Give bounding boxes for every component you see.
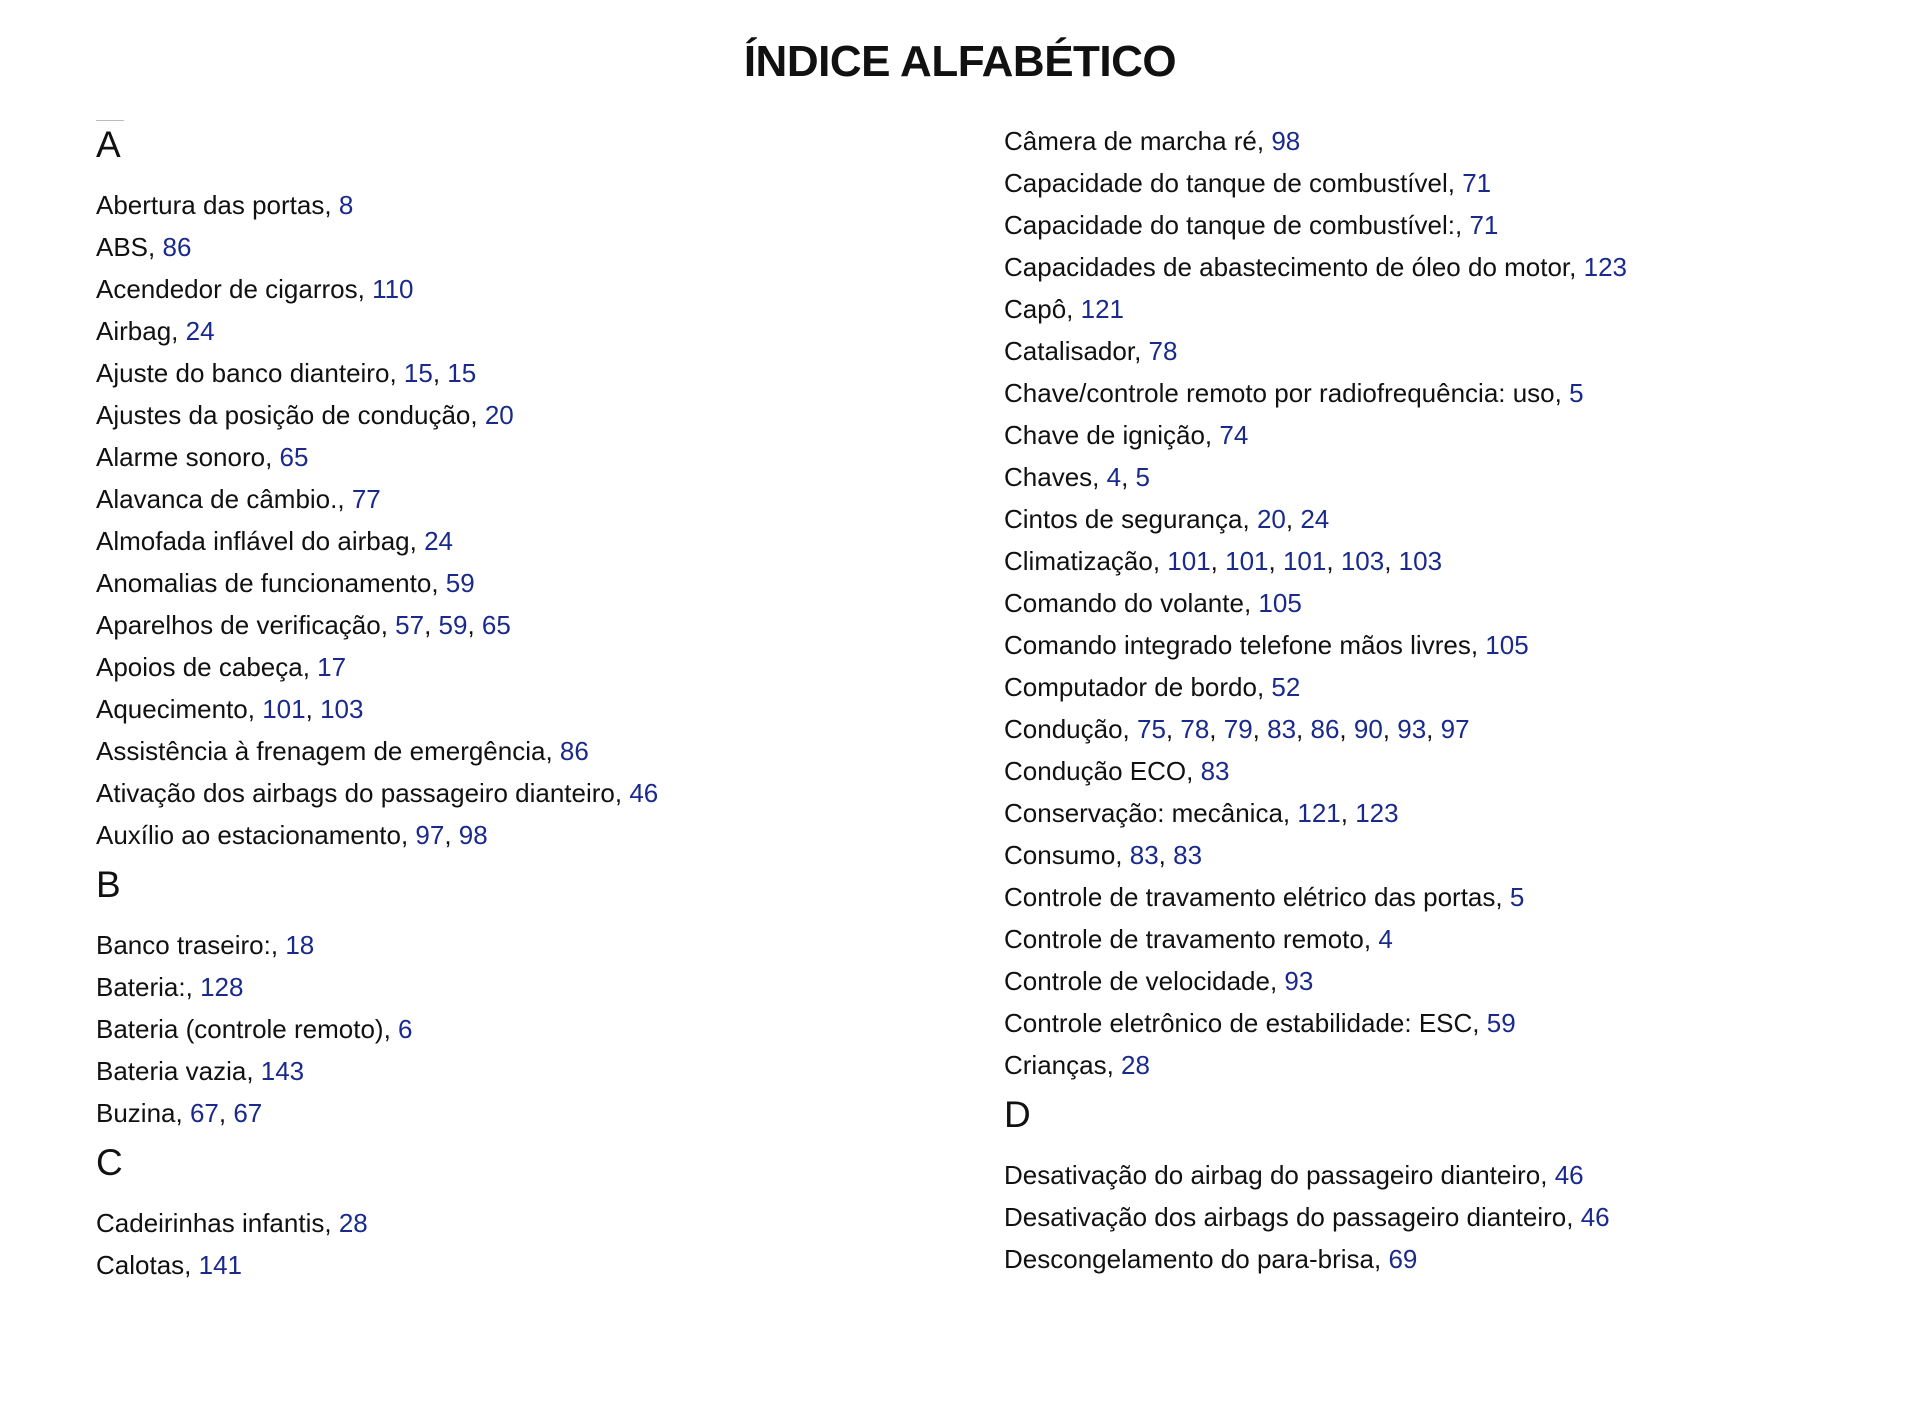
page-link[interactable]: 15: [403, 358, 433, 388]
entry-list: [1004, 120, 1884, 1086]
page-link[interactable]: 67: [189, 1098, 219, 1128]
page-link[interactable]: 93: [1397, 714, 1427, 744]
index-entry: Descongelamento do para-brisa, 69: [1004, 1244, 1418, 1274]
index-entry: Bateria vazia, 143: [96, 1056, 305, 1086]
entry-term: Catalisador: [1004, 336, 1135, 366]
page-separator: ,: [1326, 546, 1341, 576]
entry-term: Aquecimento: [96, 694, 248, 724]
index-section-d: [1004, 1094, 1884, 1280]
entry-term: Anomalias de funcionamento: [96, 568, 432, 598]
entry-term: Capô: [1004, 294, 1067, 324]
entry-term: Ajuste do banco dianteiro: [96, 358, 390, 388]
index-section-a: [96, 124, 976, 856]
entry-term: ABS: [96, 232, 149, 262]
entry-term: Calotas: [96, 1250, 185, 1280]
index-entry: Controle eletrônico de estabilidade: ESC, 59: [1004, 1008, 1516, 1038]
page-link[interactable]: 5: [1135, 462, 1150, 492]
index-entry: Computador de bordo, 52: [1004, 672, 1301, 702]
page-separator: ,: [424, 610, 439, 640]
page-link[interactable]: 143: [260, 1056, 305, 1086]
index-entry: Ativação dos airbags do passageiro dianteiro, 46: [96, 778, 659, 808]
page-link[interactable]: 77: [351, 484, 381, 514]
page-separator: ,: [1426, 714, 1441, 744]
index-entry: Buzina, 67, 67: [96, 1098, 263, 1128]
page-link[interactable]: 24: [424, 526, 454, 556]
entry-term: Airbag: [96, 316, 172, 346]
entry-term: Controle de travamento remoto: [1004, 924, 1364, 954]
page-link[interactable]: 121: [1080, 294, 1124, 324]
entry-term: Banco traseiro:: [96, 930, 271, 960]
page-link[interactable]: 46: [1554, 1160, 1584, 1190]
index-entry: Crianças, 28: [1004, 1050, 1150, 1080]
page-link[interactable]: 101: [262, 694, 306, 724]
page-separator: ,: [1340, 798, 1356, 828]
entry-term: Bateria (controle remoto): [96, 1014, 384, 1044]
section-letter: D: [1004, 1094, 1031, 1135]
page-link[interactable]: 71: [1462, 168, 1492, 198]
page-title: ÍNDICE ALFABÉTICO: [743, 37, 1177, 86]
page-link[interactable]: 83: [1200, 756, 1230, 786]
page-link[interactable]: 103: [1340, 546, 1385, 576]
index-entry: Catalisador, 78: [1004, 336, 1178, 366]
page-link[interactable]: 24: [185, 316, 215, 346]
index-entry: Alarme sonoro, 65: [96, 442, 309, 472]
index-entry: Chave de ignição, 74: [1004, 420, 1249, 450]
entry-term: Desativação do airbag do passageiro dianteiro: [1004, 1160, 1541, 1190]
page-separator: ,: [1296, 714, 1311, 744]
entry-term: Comando integrado telefone mãos livres: [1004, 630, 1471, 660]
page-link[interactable]: 59: [1486, 1008, 1516, 1038]
index-section-continued: [1004, 120, 1884, 1086]
page-link[interactable]: 90: [1353, 714, 1383, 744]
page-link[interactable]: 83: [1267, 714, 1297, 744]
page-link[interactable]: 97: [415, 820, 445, 850]
entry-term: Auxílio ao estacionamento: [96, 820, 401, 850]
page-link[interactable]: 17: [317, 652, 347, 682]
index-entry: Anomalias de funcionamento, 59: [96, 568, 475, 598]
page-link[interactable]: 141: [198, 1250, 242, 1280]
page-link[interactable]: 67: [233, 1098, 263, 1128]
index-section-c: [96, 1142, 976, 1286]
page-link[interactable]: 98: [1271, 126, 1301, 156]
page-link[interactable]: 20: [484, 400, 514, 430]
page-link[interactable]: 6: [398, 1014, 413, 1044]
section-letter: B: [96, 864, 121, 905]
entry-term: Alarme sonoro: [96, 442, 266, 472]
entry-term: Ativação dos airbags do passageiro dianteiro: [96, 778, 615, 808]
page-link[interactable]: 4: [1378, 924, 1393, 954]
page-link[interactable]: 20: [1256, 504, 1286, 534]
index-entry: Almofada inflável do airbag, 24: [96, 526, 454, 556]
page-link[interactable]: 28: [1121, 1050, 1150, 1080]
page-separator: ,: [1382, 714, 1398, 744]
index-entry: Controle de travamento elétrico das portas, 5: [1004, 882, 1525, 912]
entry-term: Ajustes da posição de condução: [96, 400, 471, 430]
entry-term: Cintos de segurança: [1004, 504, 1243, 534]
index-entry: Bateria (controle remoto), 6: [96, 1014, 413, 1044]
page-link[interactable]: 52: [1271, 672, 1301, 702]
index-entry: Capô, 121: [1004, 294, 1124, 324]
index-entry: Capacidade do tanque de combustível, 71: [1004, 168, 1492, 198]
page-separator: ,: [1210, 546, 1226, 576]
index-entry: Calotas, 141: [96, 1250, 242, 1280]
index-column-right: [1004, 120, 1884, 1288]
entry-term: Almofada inflável do airbag: [96, 526, 410, 556]
entry-term: Buzina: [96, 1098, 176, 1128]
page-link[interactable]: 103: [320, 694, 364, 724]
page-link[interactable]: 110: [372, 274, 414, 304]
page-link[interactable]: 5: [1569, 378, 1584, 408]
index-entry: Cintos de segurança, 20, 24: [1004, 504, 1330, 534]
entry-term: Controle de velocidade: [1004, 966, 1270, 996]
entry-term: Conservação: mecânica: [1004, 798, 1283, 828]
page-link[interactable]: 65: [481, 610, 511, 640]
page-link[interactable]: 123: [1583, 252, 1628, 282]
entry-term: Bateria vazia: [96, 1056, 247, 1086]
page-separator: ,: [1268, 546, 1283, 576]
entry-term: Acendedor de cigarros: [96, 274, 358, 304]
page-separator: ,: [1158, 840, 1174, 870]
entry-term: Capacidade do tanque de combustível:: [1004, 210, 1455, 240]
index-entry: Comando do volante, 105: [1004, 588, 1302, 618]
page-link[interactable]: 128: [200, 972, 244, 1002]
page-link[interactable]: 121: [1297, 798, 1341, 828]
entry-term: Condução ECO: [1004, 756, 1187, 786]
entry-term: Bateria:: [96, 972, 186, 1002]
entry-term: Alavanca de câmbio.: [96, 484, 338, 514]
index-entry: Conservação: mecânica, 121, 123: [1004, 798, 1399, 828]
page-link[interactable]: 59: [438, 610, 468, 640]
page-separator: ,: [467, 610, 482, 640]
page-link[interactable]: 46: [1580, 1202, 1610, 1232]
page-link[interactable]: 75: [1137, 714, 1166, 744]
page-link[interactable]: 59: [445, 568, 475, 598]
entry-term: Aparelhos de verificação: [96, 610, 381, 640]
section-letter: A: [96, 124, 976, 166]
index-entry: Abertura das portas, 8: [96, 190, 354, 220]
index-entry: Bateria:, 128: [96, 972, 244, 1002]
entry-term: Consumo: [1004, 840, 1116, 870]
page-separator: ,: [305, 694, 321, 724]
page-separator: ,: [1121, 462, 1136, 492]
page-link[interactable]: 4: [1106, 462, 1122, 492]
entry-term: Abertura das portas: [96, 190, 325, 220]
entry-list: [96, 184, 976, 856]
index-entry: Desativação do airbag do passageiro dianteiro, 46: [1004, 1160, 1584, 1190]
entry-list: [1004, 1154, 1884, 1280]
entry-term: Capacidade do tanque de combustível: [1004, 168, 1448, 198]
page-link[interactable]: 101: [1282, 546, 1327, 576]
index-entry: Aparelhos de verificação, 57, 59, 65: [96, 610, 511, 640]
index-entry: Condução, 75, 78, 79, 83, 86, 90, 93, 97: [1004, 714, 1470, 744]
page-link[interactable]: 18: [285, 930, 315, 960]
page-link[interactable]: 93: [1284, 966, 1314, 996]
entry-list: [96, 1202, 976, 1286]
entry-term: Computador de bordo: [1004, 672, 1257, 702]
index-entry: Cadeirinhas infantis, 28: [96, 1208, 368, 1238]
index-entry: Apoios de cabeça, 17: [96, 652, 347, 682]
page-separator: ,: [432, 358, 448, 388]
entry-term: Descongelamento do para-brisa: [1004, 1244, 1374, 1274]
page-link[interactable]: 69: [1388, 1244, 1418, 1274]
page-link[interactable]: 123: [1355, 798, 1399, 828]
index-entry: Capacidades de abastecimento de óleo do motor, 123: [1004, 252, 1628, 282]
entry-term: Crianças: [1004, 1050, 1107, 1080]
index-entry: Consumo, 83, 83: [1004, 840, 1203, 870]
entry-term: Condução: [1004, 714, 1123, 744]
index-entry: Assistência à frenagem de emergência, 86: [96, 736, 589, 766]
page-separator: ,: [1252, 714, 1268, 744]
index-column-left: [96, 120, 976, 1294]
page-link[interactable]: 83: [1173, 840, 1203, 870]
index-entry: Acendedor de cigarros, 110: [96, 274, 414, 304]
section-letter: C: [96, 1142, 123, 1183]
page-link[interactable]: 103: [1398, 546, 1443, 576]
index-entry: Auxílio ao estacionamento, 97, 98: [96, 820, 488, 850]
index-entry: ABS, 86: [96, 232, 192, 262]
page-link[interactable]: 97: [1440, 714, 1470, 744]
index-entry: Comando integrado telefone mãos livres, 105: [1004, 630, 1529, 660]
page-link[interactable]: 86: [559, 736, 589, 766]
entry-term: Chave de ignição: [1004, 420, 1205, 450]
page-link[interactable]: 78: [1148, 336, 1178, 366]
entry-term: Climatização: [1004, 546, 1153, 576]
page-separator: ,: [218, 1098, 234, 1128]
index-entry: Climatização, 101, 101, 101, 103, 103: [1004, 546, 1443, 576]
page-link[interactable]: 101: [1167, 546, 1211, 576]
index-entry: Capacidade do tanque de combustível:, 71: [1004, 210, 1499, 240]
entry-term: Assistência à frenagem de emergência: [96, 736, 546, 766]
entry-term: Comando do volante: [1004, 588, 1244, 618]
index-entry: Desativação dos airbags do passageiro dianteiro, 46: [1004, 1202, 1610, 1232]
page-link[interactable]: 46: [629, 778, 659, 808]
entry-term: Chaves: [1004, 462, 1093, 492]
index-entry: Banco traseiro:, 18: [96, 930, 315, 960]
page-separator: ,: [1339, 714, 1354, 744]
index-entry: Câmera de marcha ré, 98: [1004, 126, 1301, 156]
page-link[interactable]: 86: [1310, 714, 1340, 744]
entry-term: Controle de travamento elétrico das portas: [1004, 882, 1496, 912]
page-separator: ,: [1165, 714, 1181, 744]
index-entry: Chaves, 4, 5: [1004, 462, 1150, 492]
index-entry: Ajuste do banco dianteiro, 15, 15: [96, 358, 477, 388]
entry-term: Desativação dos airbags do passageiro dianteiro: [1004, 1202, 1567, 1232]
index-entry: Controle de travamento remoto, 4: [1004, 924, 1393, 954]
entry-term: Cadeirinhas infantis: [96, 1208, 325, 1238]
page-separator: ,: [1384, 546, 1399, 576]
entry-term: Apoios de cabeça: [96, 652, 303, 682]
page-separator: ,: [1285, 504, 1301, 534]
index-entry: Controle de velocidade, 93: [1004, 966, 1314, 996]
page-link[interactable]: 79: [1223, 714, 1253, 744]
index-entry: Chave/controle remoto por radiofrequência: uso, 5: [1004, 378, 1584, 408]
page-link[interactable]: 71: [1469, 210, 1499, 240]
page-link[interactable]: 57: [395, 610, 425, 640]
index-section-b: [96, 864, 976, 1134]
index-entry: Aquecimento, 101, 103: [96, 694, 364, 724]
page-link[interactable]: 15: [447, 358, 477, 388]
index-entry: Airbag, 24: [96, 316, 215, 346]
page-link[interactable]: 101: [1225, 546, 1269, 576]
index-entry: Condução ECO, 83: [1004, 756, 1230, 786]
index-entry: Ajustes da posição de condução, 20: [96, 400, 514, 430]
page-separator: ,: [1209, 714, 1224, 744]
entry-term: Controle eletrônico de estabilidade: ESC: [1004, 1008, 1473, 1038]
index-entry: Alavanca de câmbio., 77: [96, 484, 381, 514]
entry-term: Capacidades de abastecimento de óleo do motor: [1004, 252, 1570, 282]
page-link[interactable]: 5: [1509, 882, 1525, 912]
page-link[interactable]: 105: [1485, 630, 1529, 660]
entry-term: Câmera de marcha ré: [1004, 126, 1257, 156]
page-link[interactable]: 65: [279, 442, 309, 472]
entry-list: [96, 924, 976, 1134]
page-link[interactable]: 98: [458, 820, 488, 850]
page-link[interactable]: 74: [1219, 420, 1249, 450]
page-link[interactable]: 24: [1300, 504, 1330, 534]
page-link[interactable]: 8: [338, 190, 354, 220]
page-link[interactable]: 83: [1129, 840, 1159, 870]
page-link[interactable]: 105: [1258, 588, 1302, 618]
page-link[interactable]: 86: [162, 232, 192, 262]
page-link[interactable]: 28: [338, 1208, 368, 1238]
entry-term: Chave/controle remoto por radiofrequência: uso: [1004, 378, 1555, 408]
page-separator: ,: [444, 820, 459, 850]
page-link[interactable]: 78: [1180, 714, 1210, 744]
